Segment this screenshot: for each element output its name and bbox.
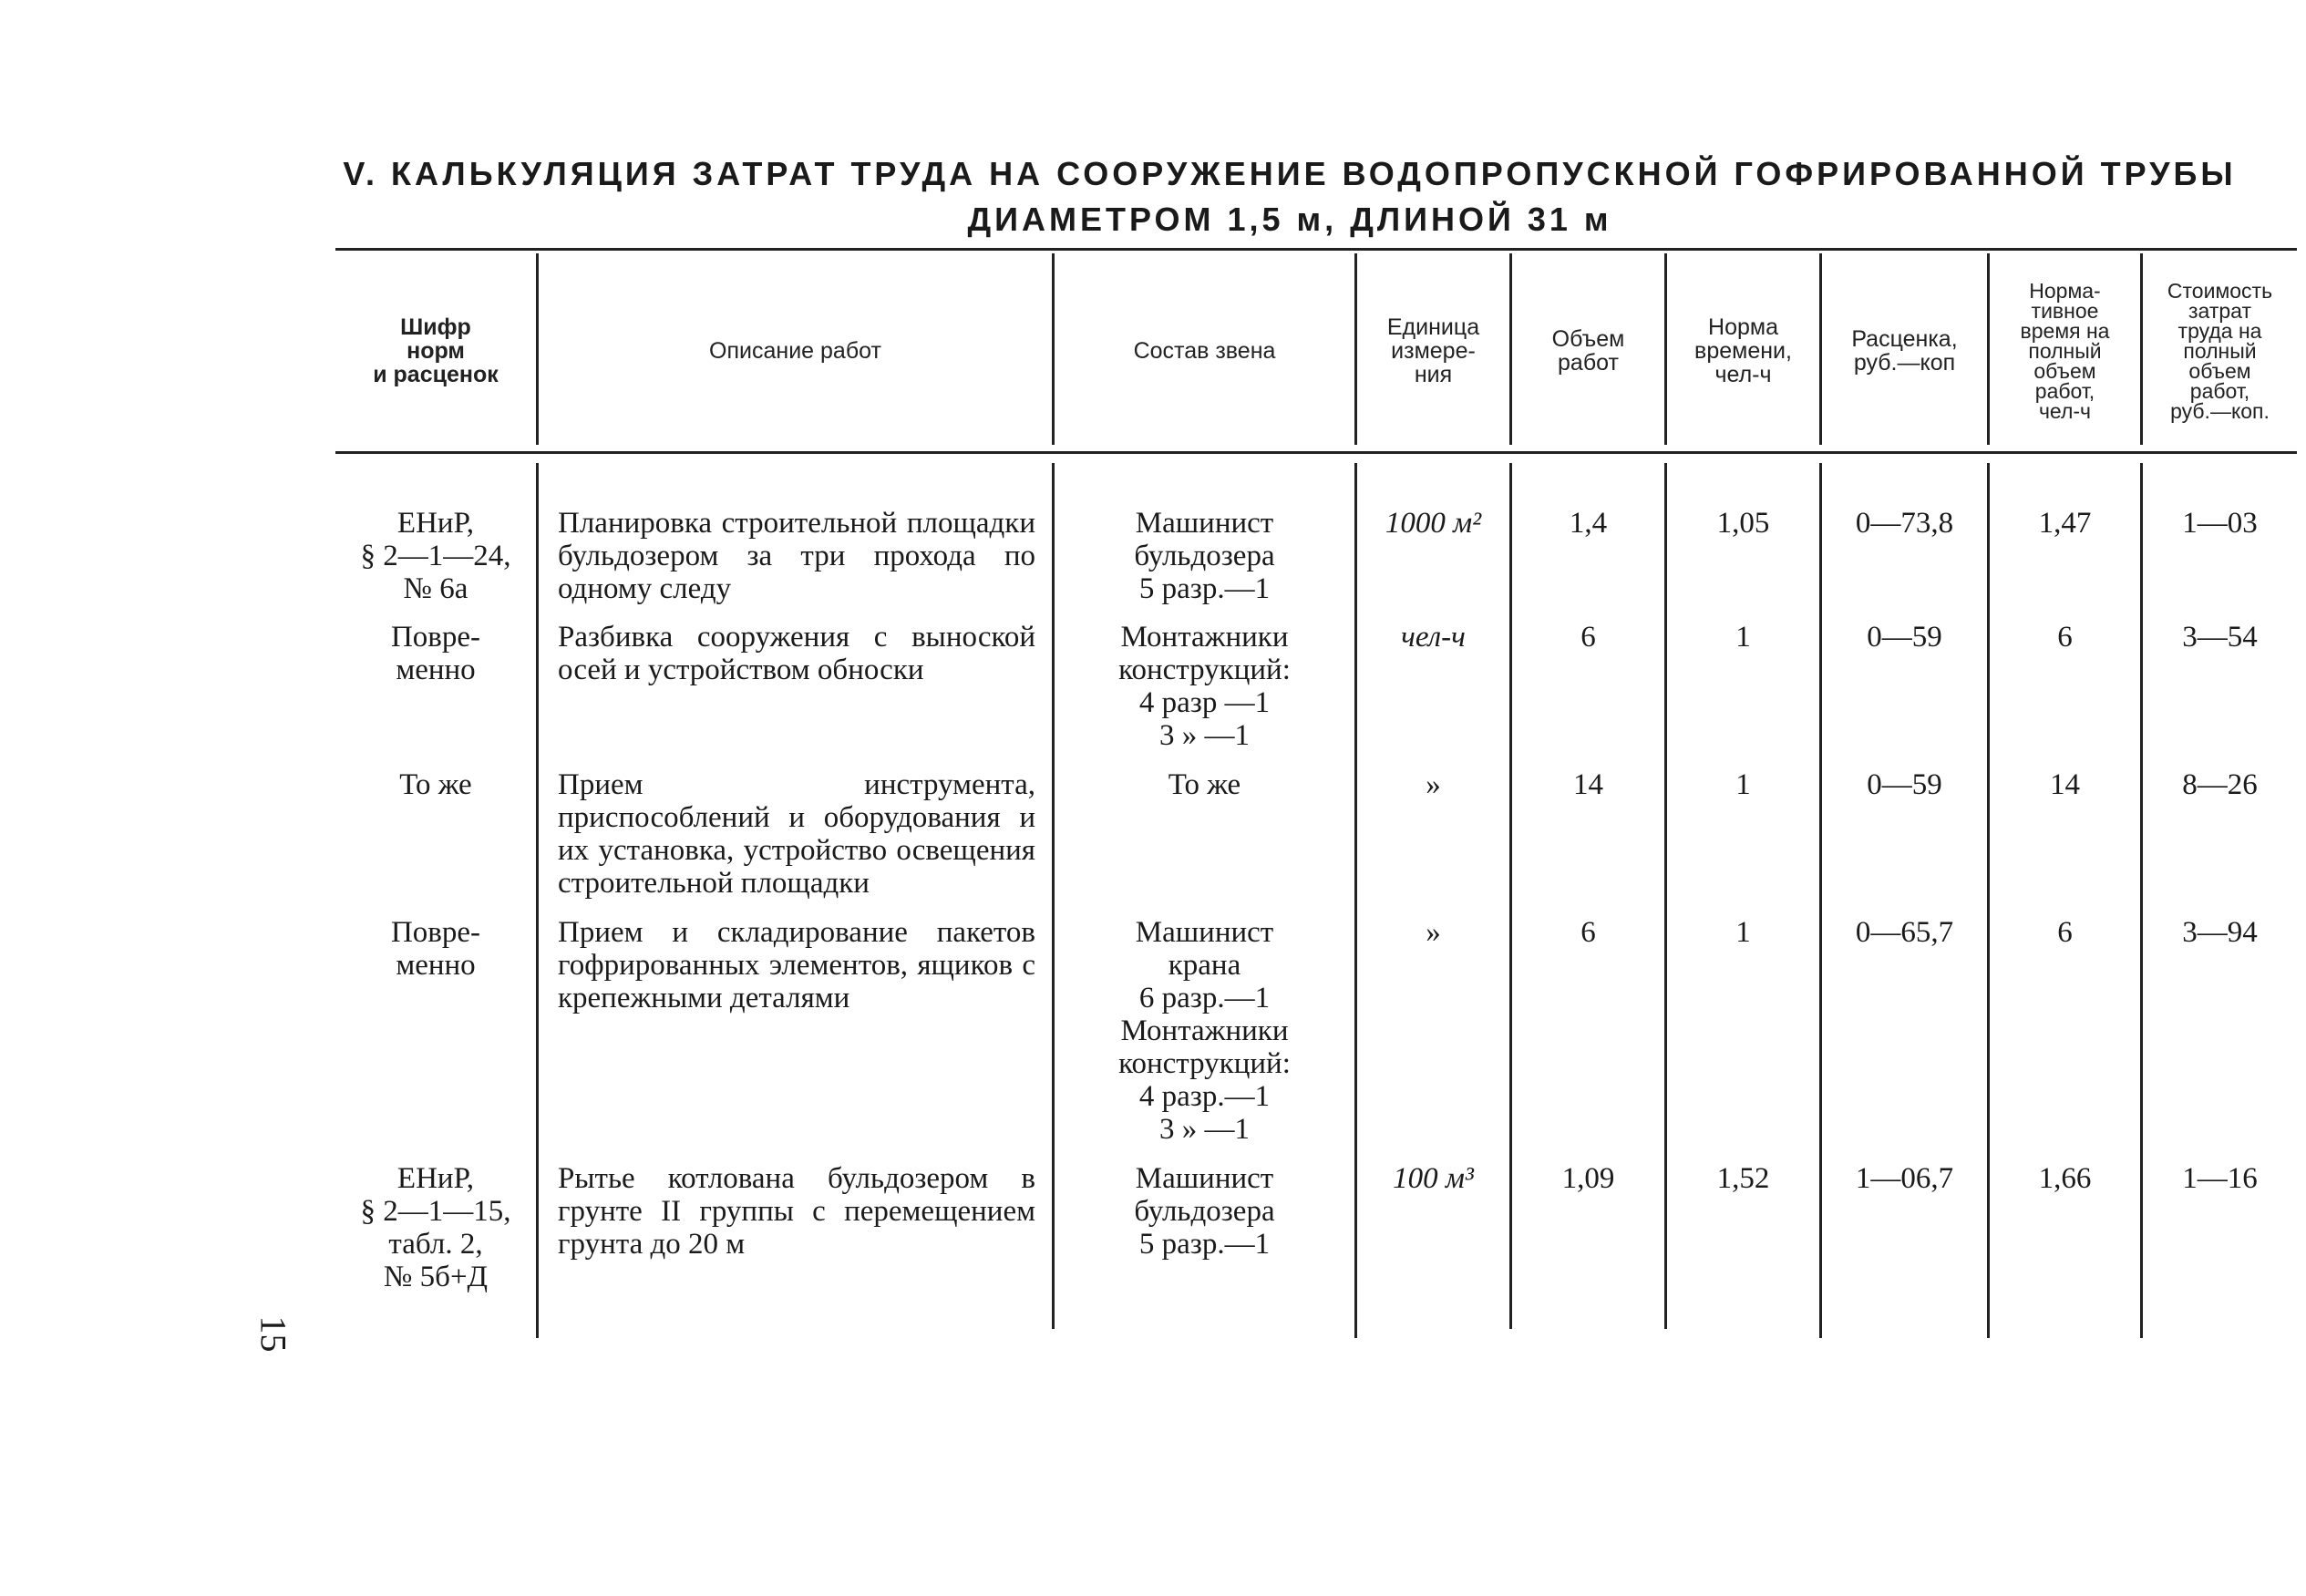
table-row-3-time-norm: 1: [1735, 768, 1751, 801]
body-divider: [1819, 463, 1822, 1338]
table-row-3-crew: То же: [1168, 768, 1241, 801]
table-row-2-norm-time-total: 6: [2057, 621, 2073, 654]
header-rate: Расценка, руб.—коп: [1851, 326, 1958, 376]
body-divider: [2140, 463, 2143, 1338]
table-row-3-description: Прием инструмента, приспособлений и оборудования и их установка, устройство освещения строительной площадки: [558, 768, 1035, 900]
table-row-5-cost-total: 1—16: [2182, 1162, 2258, 1195]
table-row-4-norm-time-total: 6: [2057, 916, 2073, 949]
table-row-4-unit: »: [1426, 916, 1441, 949]
table-row-1-cost-total: 1—03: [2182, 507, 2258, 540]
table-row-4-time-norm: 1: [1735, 916, 1751, 949]
table-row-1-unit: 1000 м²: [1385, 507, 1482, 540]
title-line-2: ДИАМЕТРОМ 1,5 м, ДЛИНОЙ 31 м: [967, 201, 1612, 238]
table-row-5-description: Рытье котлована бульдозером в грунте II группы с перемещением грунта до 20 м: [558, 1162, 1035, 1261]
body-divider: [1354, 463, 1357, 1338]
table-row-3-unit: »: [1426, 768, 1441, 801]
header-time-norm: Норма времени, чел-ч: [1694, 314, 1792, 387]
header-crew: Состав звена: [1133, 338, 1276, 364]
table-row-1-description: Планировка строительной площадки бульдозером за три прохода по одному следу: [558, 507, 1035, 605]
body-divider: [536, 463, 539, 1338]
table-row-3-norm-time-total: 14: [2050, 768, 2080, 801]
table-row-3-code: То же: [399, 768, 472, 801]
table-row-4-cost-total: 3—94: [2182, 916, 2258, 949]
header-unit: Единица измере- ния: [1386, 314, 1480, 387]
table-row-2-volume: 6: [1580, 621, 1596, 654]
table-row-5-volume: 1,09: [1561, 1162, 1615, 1195]
table-row-5-code: ЕНиР, § 2—1—15, табл. 2, № 5б+Д: [360, 1162, 511, 1293]
table-row-1-code: ЕНиР, § 2—1—24, № 6а: [360, 507, 511, 605]
table-row-2-unit: чел-ч: [1401, 621, 1466, 654]
table-row-5-time-norm: 1,52: [1716, 1162, 1770, 1195]
table-row-2-crew: Монтажники конструкций: 4 разр —1 3 » —1: [1118, 621, 1291, 752]
table-row-4-rate: 0—65,7: [1855, 916, 1954, 949]
page-number: 15: [252, 1315, 294, 1353]
table-row-2-time-norm: 1: [1735, 621, 1751, 654]
table-top-rule: [335, 248, 2297, 251]
table-row-5-norm-time-total: 1,66: [2038, 1162, 2092, 1195]
table-row-2-rate: 0—59: [1867, 621, 1942, 654]
header-norm-time-total: Норма- тивное время на полный объем работ, чел-ч: [2020, 279, 2110, 423]
header-bottom-rule: [335, 451, 2297, 454]
body-divider: [1987, 463, 1990, 1338]
table-row-4-description: Прием и складирование пакетов гофрированных элементов, ящиков с крепежными деталями: [558, 916, 1035, 1014]
table-row-1-rate: 0—73,8: [1855, 507, 1954, 540]
table-row-4-code: Повре- менно: [390, 916, 481, 982]
header-code: Шифр норм и расценок: [373, 314, 499, 387]
body-divider: [1664, 463, 1667, 1329]
table-row-4-crew: Машинист крана 6 разр.—1 Монтажники конструкций: 4 разр.—1 3 » —1: [1118, 916, 1291, 1146]
table-row-3-cost-total: 8—26: [2182, 768, 2258, 801]
title-line-1: V. КАЛЬКУЛЯЦИЯ ЗАТРАТ ТРУДА НА СООРУЖЕНИЕ ВОДОПРОПУСКНОЙ ГОФРИРОВАННОЙ ТРУБЫ: [343, 155, 2237, 192]
table-row-3-rate: 0—59: [1867, 768, 1942, 801]
page-title: [337, 151, 2242, 242]
table-row-2-code: Повре- менно: [390, 621, 481, 686]
table-row-5-rate: 1—06,7: [1855, 1162, 1954, 1195]
table-row-1-norm-time-total: 1,47: [2038, 507, 2092, 540]
table-row-3-volume: 14: [1573, 768, 1603, 801]
table-row-1-crew: Машинист бульдозера 5 разр.—1: [1134, 507, 1275, 605]
table-row-5-unit: 100 м³: [1393, 1162, 1474, 1195]
body-divider: [1509, 463, 1512, 1329]
header-description: Описание работ: [709, 338, 881, 364]
table-row-1-time-norm: 1,05: [1716, 507, 1770, 540]
table-row-2-cost-total: 3—54: [2182, 621, 2258, 654]
table-row-2-description: Разбивка сооружения с выноской осей и устройством обноски: [558, 621, 1035, 686]
table-row-5-crew: Машинист бульдозера 5 разр.—1: [1134, 1162, 1275, 1261]
header-volume: Объем работ: [1551, 326, 1625, 376]
header-cost-total: Стоимость затрат труда на полный объем работ, руб.—коп.: [2167, 279, 2273, 423]
table-row-1-volume: 1,4: [1569, 507, 1608, 540]
table-row-4-volume: 6: [1580, 916, 1596, 949]
